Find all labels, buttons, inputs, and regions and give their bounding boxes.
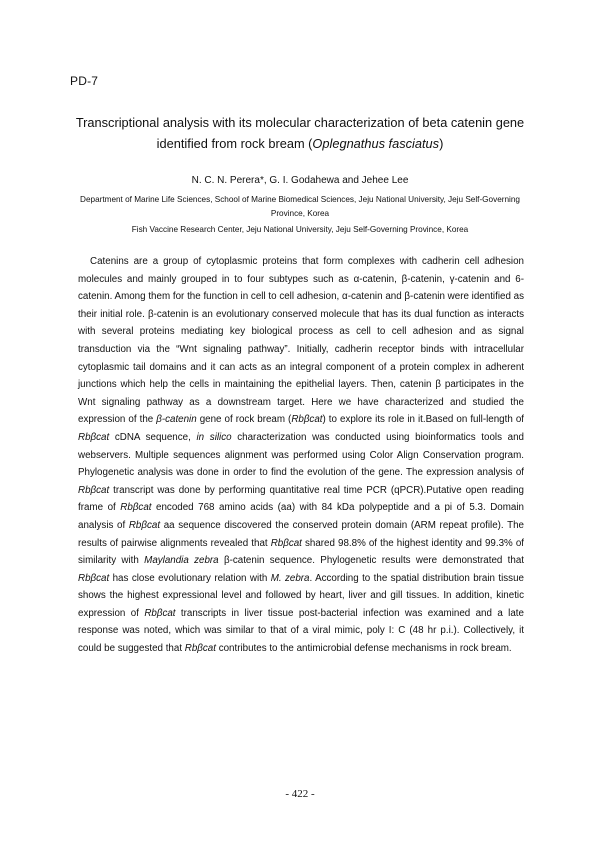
abstract-italic-term: Rbβcat (128, 519, 161, 531)
abstract-italic-term: Rbβcat (78, 484, 110, 496)
affiliation-1: Department of Marine Life Sciences, School of Marine Biomedical Sciences, Jeju National University, Jeju Self-Governing Province, Korea (80, 195, 520, 218)
abstract-italic-term: in silico (196, 431, 232, 443)
abstract-text-run: transcripts in liver tissue post-bacterial infection was examined and a late response was noted, which was similar to that of a viral mimic, poly I: C (48 hr p.i.). Collectively, it could be suggested that (78, 607, 524, 655)
paper-title (70, 112, 530, 154)
abstract-italic-term: Rbβcat (270, 537, 302, 549)
abstract-italic-term: Rbβcat (78, 572, 110, 584)
abstract-italic-term: Maylandia zebra (144, 555, 219, 567)
abstract-text-run: aa sequence discovered the conserved protein domain (ARM repeat profile). The results of pairwise alignments revealed that (78, 519, 524, 549)
abstract-text-run: shared 98.8% of the highest identity and 99.3% of similarity with (78, 537, 525, 567)
abstract-italic-term: Rbβcat (78, 431, 110, 443)
abstract-italic-term: Rbβcat (144, 607, 176, 619)
title-suffix: ) (439, 136, 444, 151)
abstract-text-run: has close evolutionary relation with (109, 572, 271, 584)
abstract-text-run: . According to the spatial distribution brain tissue shows the highest expressional level and followed by heart, liver and gill tissues. In addition, kinetic expression of (78, 572, 524, 619)
abstract-italic-term: Rbβcat (120, 502, 152, 514)
abstract-text-run: Catenins are a group of cytoplasmic proteins that form complexes with cadherin cell adhesion molecules and mainly grouped in to four subtypes such as α-catenin, β-catenin, γ-catenin and 6-catenin. Among them for the function in cell to cell adhesion, α-catenin and β-catenin were identified as their initial role. β-catenin is an evolutionary conserved molecule that has its dual function as interacts with several proteins mediating key biological process as cell to cell adhesion and as signal transduction via the “Wnt signaling pathway”. Initially, cadherin receptor binds with intracellular cytoplasmic tail domains and it can acts as an integral component of a protein complex in adherent junctions which help the cells in maintaining the epithelial layers. Then, catenin β participates in the Wnt signaling pathway as a downstream target. Here we have characterized and studied the expression of the (78, 256, 524, 426)
title-line-2 (70, 133, 530, 154)
abstract-italic-term: M. zebra (270, 572, 310, 584)
title-prefix: identified from rock bream ( (156, 136, 313, 151)
page-number: - 422 - (285, 788, 315, 800)
abstract-italic-term: Rbβcat (291, 414, 323, 426)
abstract-text-run: β-catenin sequence. Phylogenetic results were demonstrated that (218, 555, 524, 567)
abstract-text-run: transcript was done by performing quantitative real time PCR (qPCR).Putative open reading frame of (78, 484, 524, 514)
abstract-text-run: cDNA sequence, (109, 431, 197, 443)
abstract-italic-term: β-catenin (156, 414, 197, 426)
author-list: N. C. N. Perera*, G. I. Godahewa and Jehee Lee (191, 175, 409, 186)
title-line-1: Transcriptional analysis with its molecular characterization of beta catenin gene (75, 115, 525, 130)
abstract-text-run: ) to explore its role in it.Based on full-length of (322, 414, 524, 426)
affiliation-2: Fish Vaccine Research Center, Jeju National University, Jeju Self-Governing Province, Korea (131, 225, 469, 234)
abstract-text-run: characterization was conducted using bioinformatics tools and webservers. Multiple sequences alignment was performed using Color Align Conservation program. Phylogenetic analysis was done in order to find the evolution of the gene. The expression analysis of (78, 431, 524, 479)
abstract-text-run: encoded 768 amino acids (aa) with 84 kDa polypeptide and a pi of 5.3. Domain analysis of (78, 502, 524, 531)
abstract-italic-term: Rbβcat (184, 643, 216, 655)
abstract-text-run: contributes to the antimicrobial defense mechanisms in rock bream. (215, 643, 512, 655)
abstract-text-run: gene of rock bream ( (196, 414, 292, 426)
abstract-body (78, 253, 524, 658)
title-species: Oplegnathus fasciatus (312, 136, 440, 151)
abstract-code: PD-7 (70, 74, 99, 88)
